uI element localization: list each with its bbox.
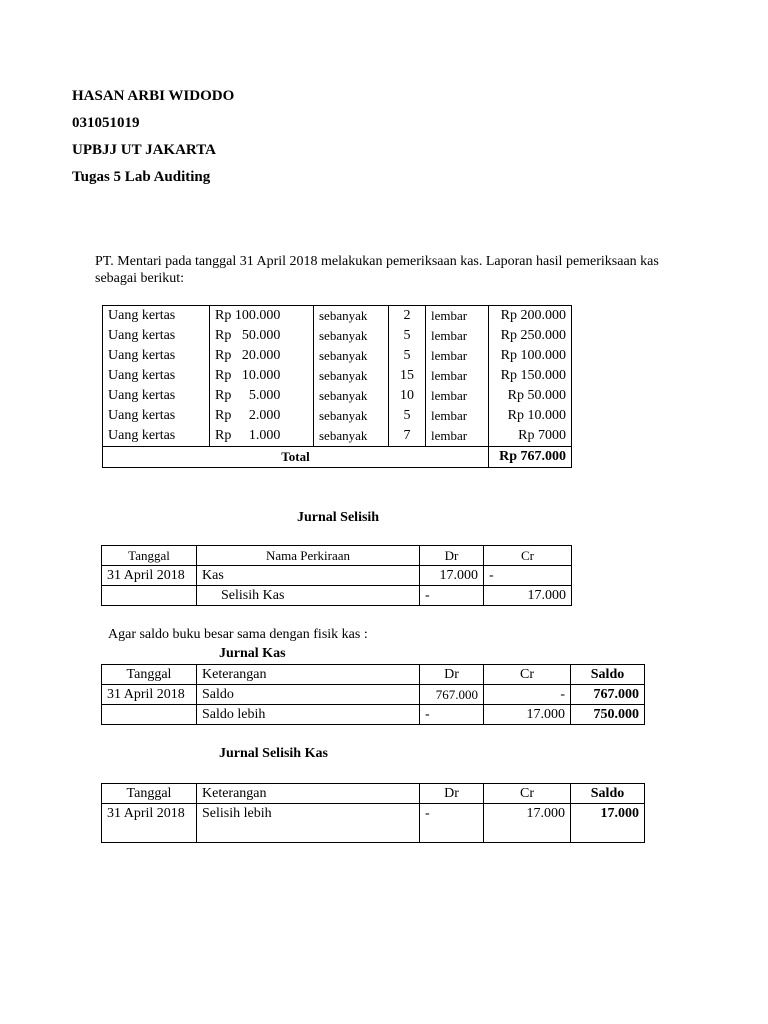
word-cell: sebanyak xyxy=(314,306,389,327)
desc-cell: Saldo lebih xyxy=(197,705,420,725)
col-header: Keterangan xyxy=(197,784,420,804)
table-row xyxy=(103,346,572,366)
table-row xyxy=(103,426,572,447)
date-cell xyxy=(102,586,197,606)
item-cell: Uang kertas xyxy=(103,346,210,366)
col-header: Dr xyxy=(420,546,484,566)
debit-cell: - xyxy=(420,804,484,843)
table-row xyxy=(103,326,572,346)
date-cell xyxy=(102,705,197,725)
desc-cell: Saldo xyxy=(197,685,420,705)
table-row xyxy=(103,366,572,386)
item-cell: Uang kertas xyxy=(103,366,210,386)
date-cell: 31 April 2018 xyxy=(102,804,197,843)
word-cell: sebanyak xyxy=(314,426,389,447)
jurnal-selisih-kas-title: Jurnal Selisih Kas xyxy=(219,746,328,761)
col-header: Saldo xyxy=(571,784,645,804)
table-header-row xyxy=(102,784,645,804)
table-row xyxy=(102,804,645,843)
quantity-cell: 5 xyxy=(389,346,426,366)
item-cell: Uang kertas xyxy=(103,426,210,447)
debit-cell: 17.000 xyxy=(420,566,484,586)
debit-cell: - xyxy=(420,705,484,725)
item-cell: Uang kertas xyxy=(103,386,210,406)
denomination-cell: Rp 2.000 xyxy=(210,406,314,426)
saldo-cell: 750.000 xyxy=(571,705,645,725)
amount-cell: Rp 100.000 xyxy=(489,346,572,366)
total-label: Total xyxy=(103,447,489,468)
table-row xyxy=(102,705,645,725)
unit-cell: lembar xyxy=(426,346,489,366)
denomination-cell: Rp 50.000 xyxy=(210,326,314,346)
cash-count-table xyxy=(102,305,572,468)
table-header-row xyxy=(102,546,572,566)
item-cell: Uang kertas xyxy=(103,326,210,346)
item-cell: Uang kertas xyxy=(103,406,210,426)
account-cell: Kas xyxy=(197,566,420,586)
credit-cell: - xyxy=(484,566,572,586)
col-header: Tanggal xyxy=(102,784,197,804)
unit-cell: lembar xyxy=(426,426,489,447)
quantity-cell: 10 xyxy=(389,386,426,406)
table-row xyxy=(102,685,645,705)
desc-cell: Selisih lebih xyxy=(197,804,420,843)
col-header: Cr xyxy=(484,784,571,804)
account-cell: Selisih Kas xyxy=(197,586,420,606)
item-cell: Uang kertas xyxy=(103,306,210,327)
debit-cell: - xyxy=(420,586,484,606)
quantity-cell: 5 xyxy=(389,326,426,346)
unit-cell: lembar xyxy=(426,406,489,426)
quantity-cell: 7 xyxy=(389,426,426,447)
jurnal-kas-title: Jurnal Kas xyxy=(219,646,286,661)
unit-cell: lembar xyxy=(426,366,489,386)
table-row xyxy=(103,306,572,327)
denomination-cell: Rp 5.000 xyxy=(210,386,314,406)
date-cell: 31 April 2018 xyxy=(102,566,197,586)
denomination-cell: Rp 1.000 xyxy=(210,426,314,447)
amount-cell: Rp 150.000 xyxy=(489,366,572,386)
col-header: Keterangan xyxy=(197,665,420,685)
amount-cell: Rp 7000 xyxy=(489,426,572,447)
saldo-cell: 17.000 xyxy=(571,804,645,843)
saldo-cell: 767.000 xyxy=(571,685,645,705)
quantity-cell: 2 xyxy=(389,306,426,327)
col-header: Dr xyxy=(420,784,484,804)
jurnal-kas-table xyxy=(101,664,645,725)
word-cell: sebanyak xyxy=(314,346,389,366)
col-header: Cr xyxy=(484,546,572,566)
table-row xyxy=(102,566,572,586)
jurnal-selisih-table xyxy=(101,545,572,606)
credit-cell: 17.000 xyxy=(484,804,571,843)
intro-paragraph: PT. Mentari pada tanggal 31 April 2018 melakukan pemeriksaan kas. Laporan hasil pemeriksaan kas sebagai berikut: xyxy=(95,254,659,286)
amount-cell: Rp 10.000 xyxy=(489,406,572,426)
denomination-cell: Rp 100.000 xyxy=(210,306,314,327)
author-name: HASAN ARBI WIDODO xyxy=(72,88,235,104)
task-title: Tugas 5 Lab Auditing xyxy=(72,169,211,185)
total-value: Rp 767.000 xyxy=(489,447,572,468)
total-row xyxy=(103,447,572,468)
credit-cell: 17.000 xyxy=(484,705,571,725)
jurnal-selisih-title: Jurnal Selisih xyxy=(297,510,380,525)
col-header: Tanggal xyxy=(102,546,197,566)
student-id: 031051019 xyxy=(72,115,140,131)
credit-cell: 17.000 xyxy=(484,586,572,606)
col-header: Cr xyxy=(484,665,571,685)
quantity-cell: 15 xyxy=(389,366,426,386)
col-header: Saldo xyxy=(571,665,645,685)
col-header: Nama Perkiraan xyxy=(197,546,420,566)
unit-cell: lembar xyxy=(426,386,489,406)
unit-cell: lembar xyxy=(426,306,489,327)
word-cell: sebanyak xyxy=(314,406,389,426)
amount-cell: Rp 50.000 xyxy=(489,386,572,406)
table-row xyxy=(103,406,572,426)
denomination-cell: Rp 10.000 xyxy=(210,366,314,386)
word-cell: sebanyak xyxy=(314,366,389,386)
amount-cell: Rp 200.000 xyxy=(489,306,572,327)
balance-note: Agar saldo buku besar sama dengan fisik kas : xyxy=(108,627,368,642)
jurnal-selisih-kas-table xyxy=(101,783,645,843)
upbjj-label: UPBJJ UT JAKARTA xyxy=(72,142,216,158)
col-header: Tanggal xyxy=(102,665,197,685)
credit-cell: - xyxy=(484,685,571,705)
amount-cell: Rp 250.000 xyxy=(489,326,572,346)
debit-cell: 767.000 xyxy=(420,685,484,705)
table-row xyxy=(102,586,572,606)
table-header-row xyxy=(102,665,645,685)
word-cell: sebanyak xyxy=(314,326,389,346)
quantity-cell: 5 xyxy=(389,406,426,426)
table-row xyxy=(103,386,572,406)
word-cell: sebanyak xyxy=(314,386,389,406)
denomination-cell: Rp 20.000 xyxy=(210,346,314,366)
col-header: Dr xyxy=(420,665,484,685)
unit-cell: lembar xyxy=(426,326,489,346)
date-cell: 31 April 2018 xyxy=(102,685,197,705)
